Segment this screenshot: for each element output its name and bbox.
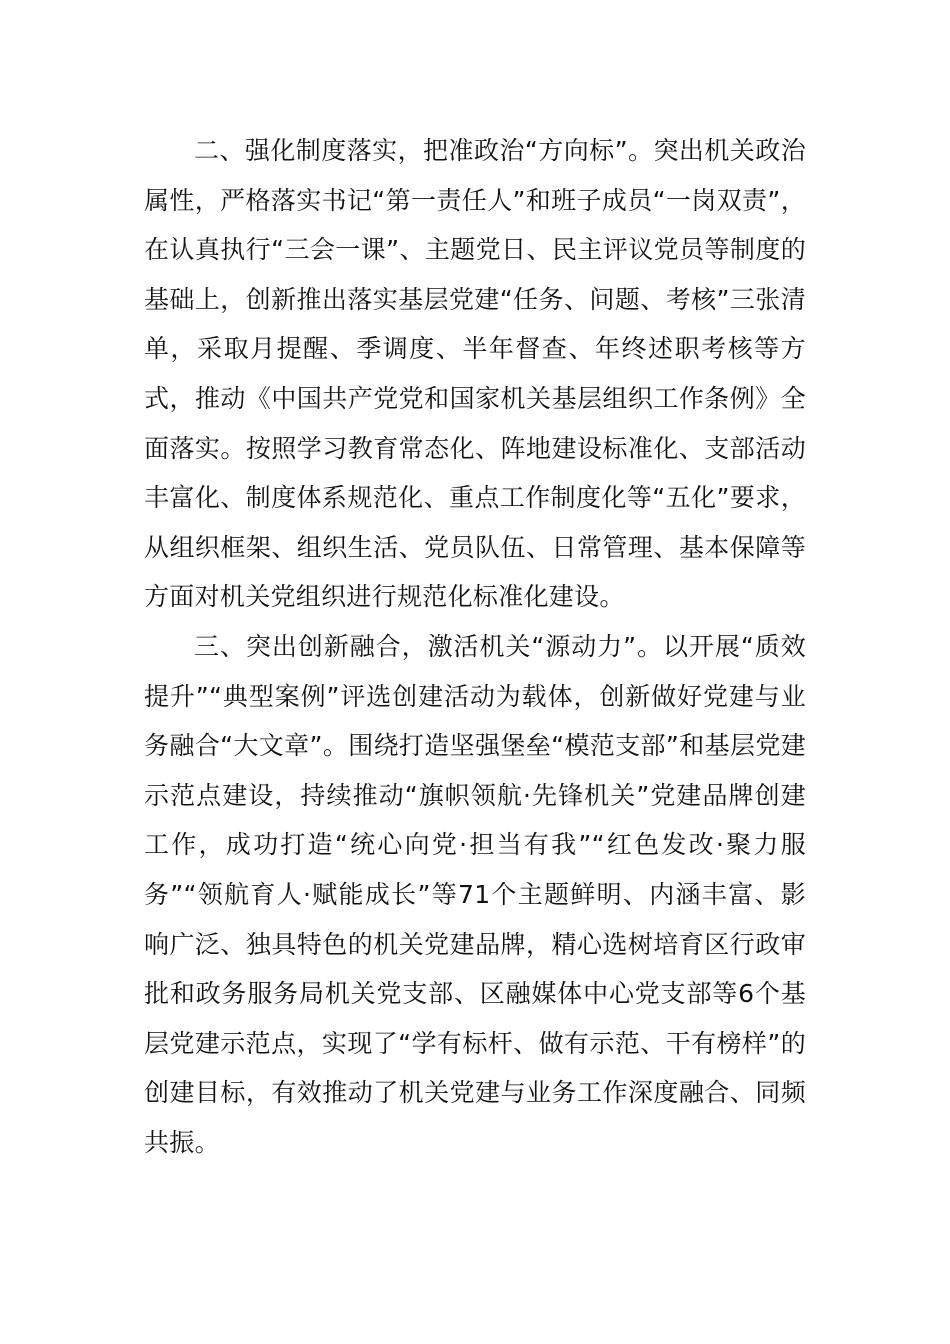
document-body — [144, 126, 806, 1167]
paragraph-institution-implementation: 二、强化制度落实，把准政治“方向标”。突出机关政治属性，严格落实书记“第一责任人”和班子成员“一岗双责”，在认真执行“三会一课”、主题党日、民主评议党员等制度的基础上，创新推出落实基层党建“任务、问题、考核”三张清单，采取月提醒、季调度、半年督查、年终述职考核等方式，推动《中国共产党党和国家机关基层组织工作条例》全面落实。按照学习教育常态化、阵地建设标准化、支部活动丰富化、制度体系规范化、重点工作制度化等“五化”要求，从组织框架、组织生活、党员队伍、日常管理、基本保障等方面对机关党组织进行规范化标准化建设。 — [144, 136, 806, 612]
paragraph-innovation-integration: 三、突出创新融合，激活机关“源动力”。以开展“质效提升”“典型案例”评选创建活动为载体，创新做好党建与业务融合“大文章”。围绕打造坚强堡垒“模范支部”和基层党建示范点建设，持续推动“旗帜领航·先锋机关”党建品牌创建工作，成功打造“统心向党·担当有我”“红色发改·聚力服务”“领航育人·赋能成长”等71个主题鲜明、内涵丰富、影响广泛、独具特色的机关党建品牌，精心选树培育区行政审批和政务服务局机关党支部、区融媒体中心党支部等6个基层党建示范点，实现了“学有标杆、做有示范、干有榜样”的创建目标，有效推动了机关党建与业务工作深度融合、同频共振。 — [144, 631, 806, 1157]
